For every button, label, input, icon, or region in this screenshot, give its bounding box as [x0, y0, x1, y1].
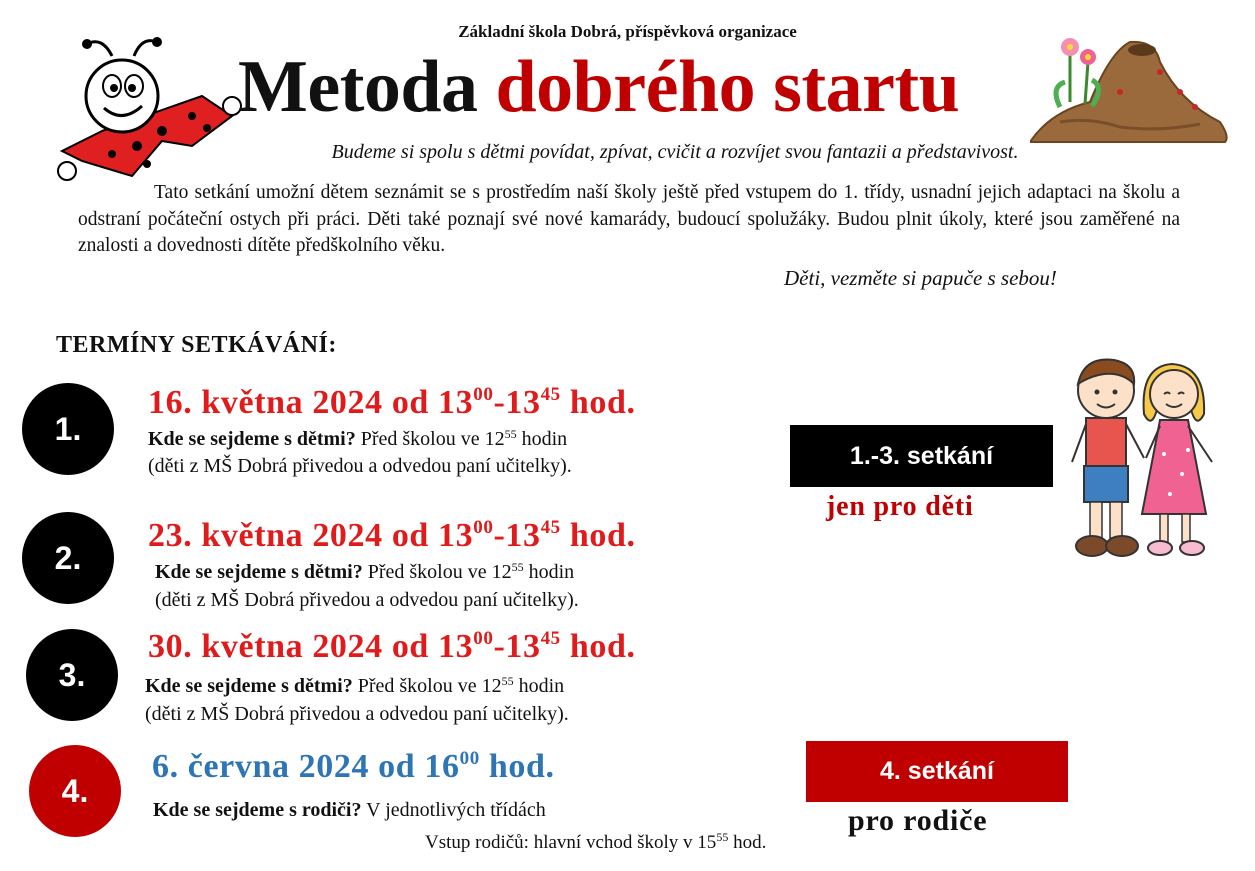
meeting-place-suffix: hodin	[523, 561, 575, 583]
meeting-date-main: 16. května 2024 od 13	[148, 384, 474, 421]
kids-meetings-badge: 1.-3. setkání	[790, 425, 1053, 487]
meeting-date	[148, 628, 636, 666]
meeting-place-label: Kde se sejdeme s rodiči?	[153, 799, 362, 821]
meeting-place-minutes: 55	[511, 560, 524, 574]
time-dash: -13	[493, 517, 541, 554]
meeting-date-main: 23. května 2024 od 13	[148, 517, 474, 554]
parents-entry-note	[425, 832, 766, 854]
time-suffix: hod.	[560, 517, 636, 554]
time-dash: -13	[493, 384, 541, 421]
meeting-place	[148, 426, 567, 452]
title-part-black: Metoda	[238, 46, 478, 128]
meeting-note: (děti z MŠ Dobrá přivedou a odvedou paní učitelky).	[155, 589, 579, 611]
slippers-note: Děti, vezměte si papuče s sebou!	[784, 266, 1057, 290]
meeting-date	[148, 517, 636, 555]
subtitle: Budeme si spolu s dětmi povídat, zpívat, cvičit a rozvíjet svou fantazii a představivost.	[331, 141, 1019, 163]
time-suffix: hod.	[479, 748, 555, 785]
time-end-minutes: 45	[540, 384, 561, 405]
meeting-place-minutes: 55	[501, 674, 514, 688]
school-name: Základní škola Dobrá, příspěvková organizace	[458, 22, 797, 41]
time-dash: -13	[493, 628, 541, 665]
entry-suffix: hod.	[728, 832, 767, 853]
parents-meeting-badge: 4. setkání	[806, 741, 1068, 802]
meeting-place-suffix: hodin	[513, 675, 565, 697]
meeting-number-badge: 2.	[22, 512, 114, 604]
time-end-minutes: 45	[540, 628, 561, 649]
time-end-minutes: 45	[540, 517, 561, 538]
meeting-date-main: 6. června 2024 od 16	[152, 748, 460, 785]
meeting-place-suffix: hodin	[516, 428, 568, 450]
meeting-place-label: Kde se sejdeme s dětmi?	[148, 428, 356, 450]
time-start-minutes: 00	[473, 384, 494, 405]
time-start-minutes: 00	[459, 748, 480, 769]
schedule-heading: TERMÍNY SETKÁVÁNÍ:	[56, 332, 337, 358]
children-couple-icon	[1064, 354, 1224, 569]
meeting-note: (děti z MŠ Dobrá přivedou a odvedou paní učitelky).	[145, 703, 569, 725]
entry-text: Vstup rodičů: hlavní vchod školy v 15	[425, 832, 717, 853]
time-suffix: hod.	[560, 628, 636, 665]
meeting-place-text: Před školou ve 12	[355, 428, 505, 450]
meeting-number-badge: 1.	[22, 383, 114, 475]
kids-only-note: jen pro děti	[826, 491, 974, 522]
page-title	[238, 46, 960, 128]
time-suffix: hod.	[560, 384, 636, 421]
intro-paragraph: Tato setkání umožní dětem seznámit se s prostředím naší školy ještě před vstupem do 1. třídy, usnadní jejich adaptaci na školu a odstraní počáteční ostych při práci. Děti také poznají své nové kamarády, budoucí spolužáky. Budou plnit úkoly, které jsou zaměřené na znalosti a dovednosti dítěte předškolního věku.	[78, 182, 1180, 256]
parents-note: pro rodiče	[848, 804, 988, 837]
entry-minutes: 55	[716, 830, 729, 844]
meeting-date-main: 30. května 2024 od 13	[148, 628, 474, 665]
meeting-note: (děti z MŠ Dobrá přivedou a odvedou paní učitelky).	[148, 455, 572, 477]
meeting-place	[145, 673, 564, 699]
meeting-number-badge: 4.	[29, 745, 121, 837]
meeting-place-text: Před školou ve 12	[352, 675, 502, 697]
meeting-place-minutes: 55	[504, 427, 517, 441]
meeting-place	[155, 559, 574, 585]
anthill-flower-icon	[1030, 32, 1230, 147]
meeting-date	[148, 384, 636, 422]
meeting-place-label: Kde se sejdeme s dětmi?	[145, 675, 353, 697]
title-part-red: dobrého startu	[495, 46, 960, 128]
time-start-minutes: 00	[473, 628, 494, 649]
meeting-number-badge: 3.	[26, 629, 118, 721]
time-start-minutes: 00	[473, 517, 494, 538]
meeting-place-text: Před školou ve 12	[362, 561, 512, 583]
meeting-place	[153, 797, 546, 823]
meeting-place-label: Kde se sejdeme s dětmi?	[155, 561, 363, 583]
meeting-date	[152, 748, 555, 786]
meeting-place-text: V jednotlivých třídách	[361, 799, 546, 821]
